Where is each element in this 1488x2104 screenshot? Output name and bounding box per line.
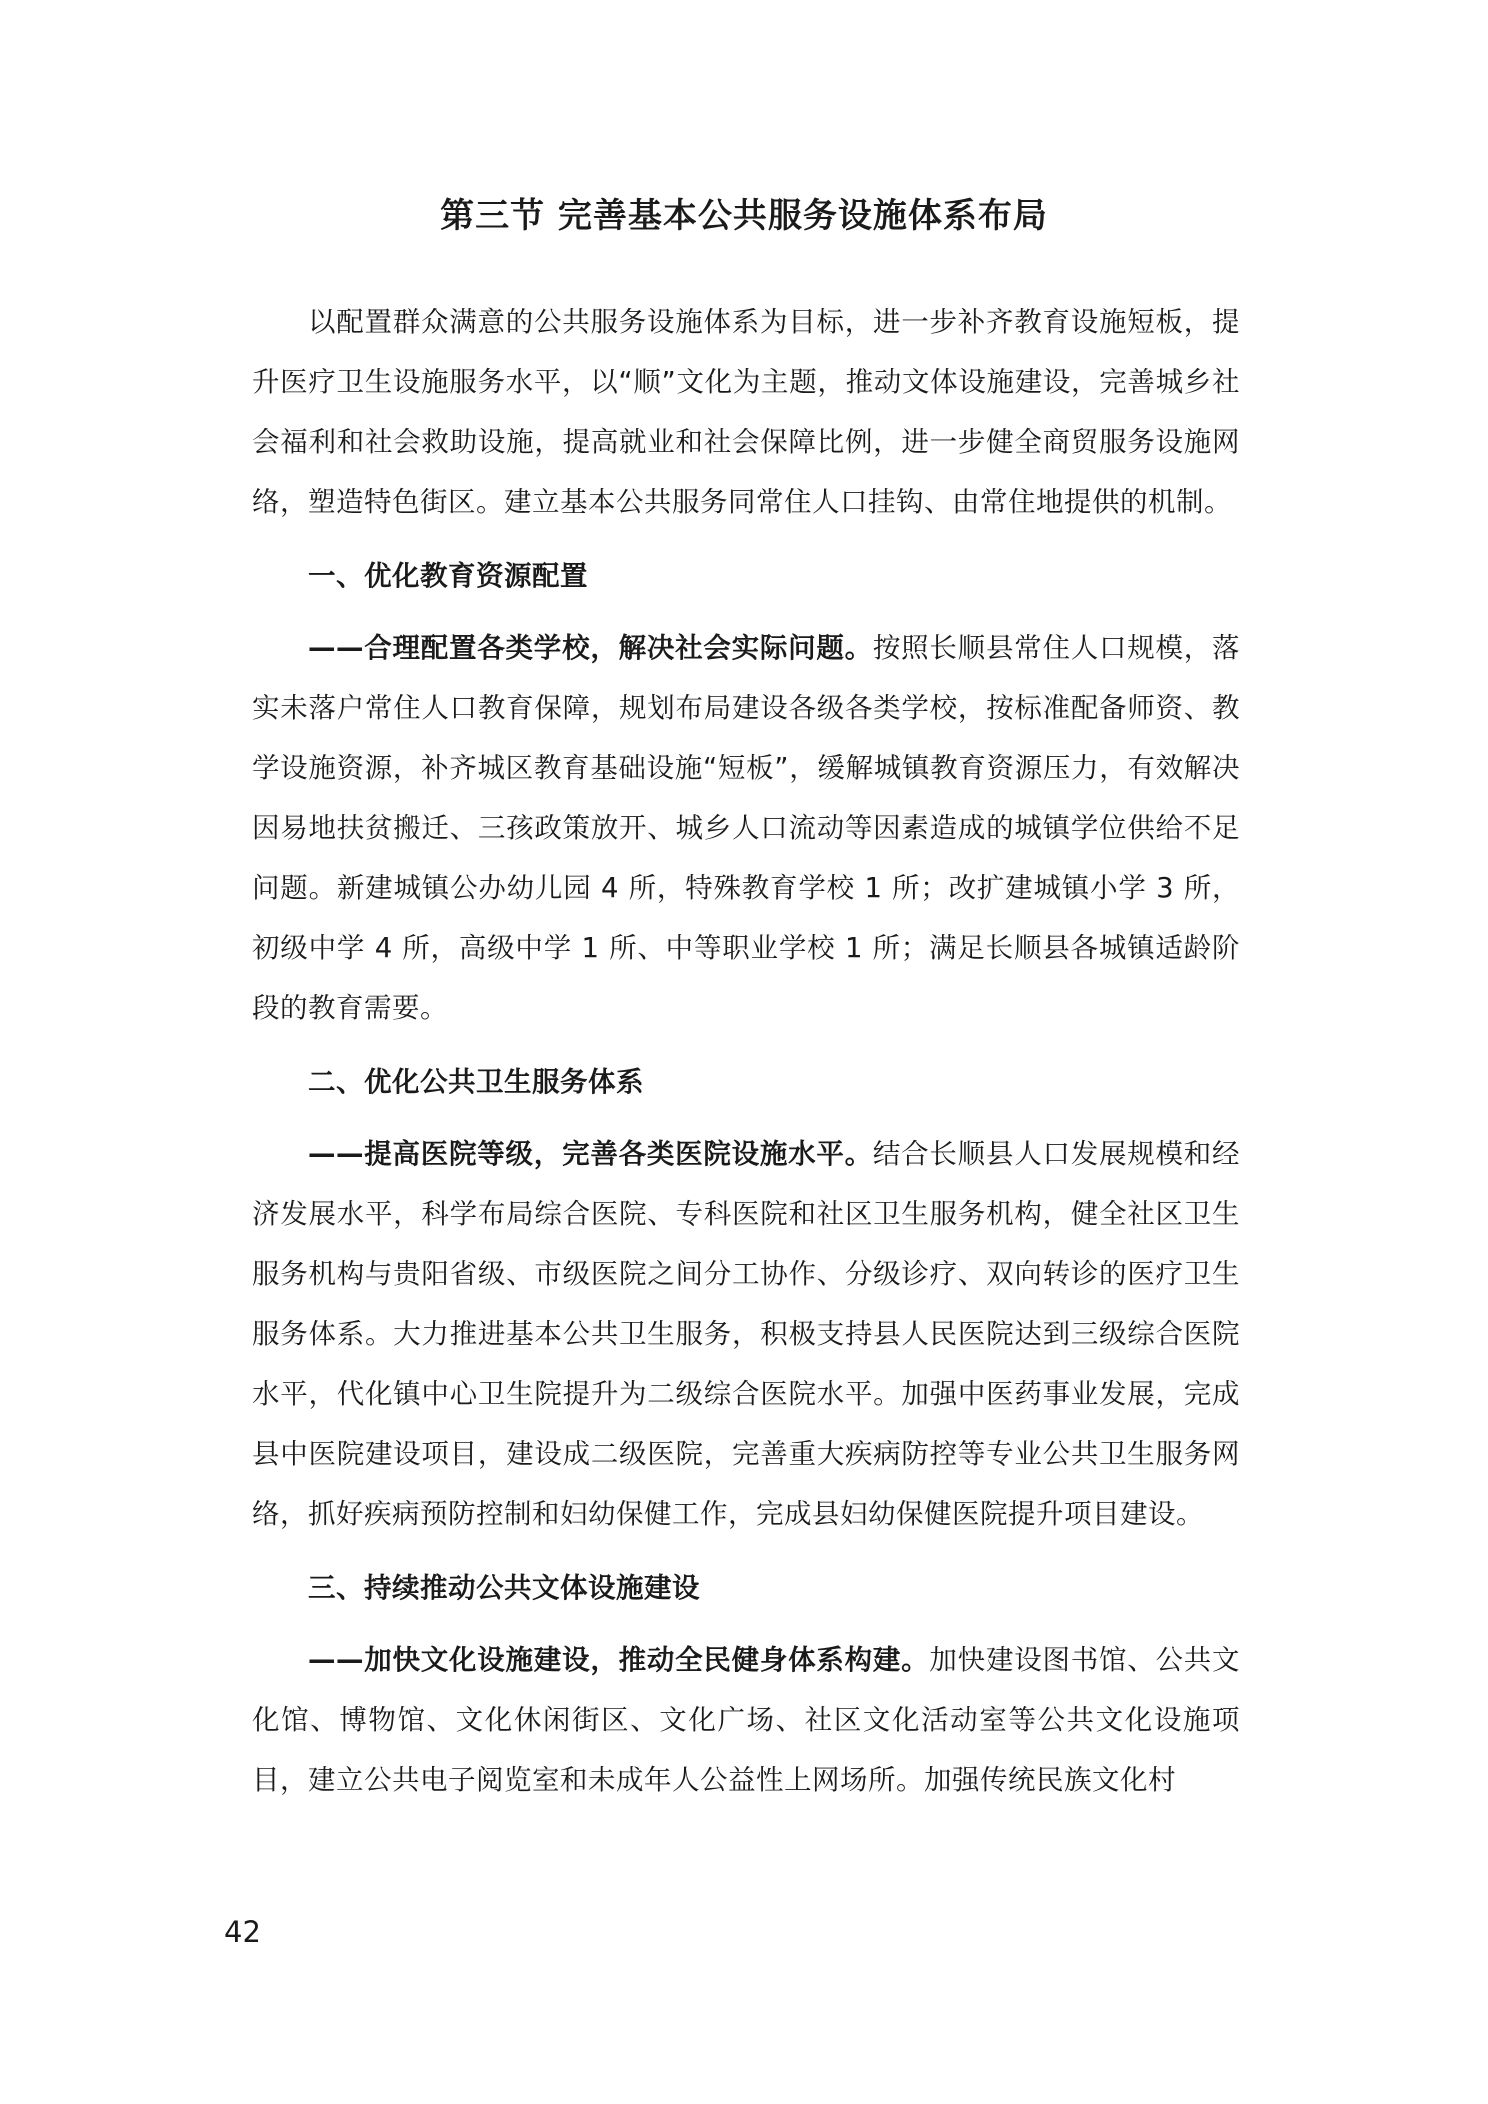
document-body <box>252 292 1240 1810</box>
section-title: 第三节 完善基本公共服务设施体系布局 <box>440 196 1048 236</box>
body-health: 结合长顺县人口发展规模和经济发展水平，科学布局综合医院、专科医院和社区卫生服务机构，健全社区卫生服务机构与贵阳省级、市级医院之间分工协作、分级诊疗、双向转诊的医疗卫生服务体系。大力推进基本公共卫生服务，积极支持县人民医院达到三级综合医院水平，代化镇中心卫生院提升为二级综合医院水平。加强中医药事业发展，完成县中医院建设项目，建设成二级医院，完善重大疾病防控等专业公共卫生服务网络，抓好疾病预防控制和妇幼保健工作，完成县妇幼保健医院提升项目建设。 <box>252 1138 1241 1530</box>
page-number: 42 <box>224 1915 261 1949</box>
paragraph-education <box>252 618 1240 1038</box>
lead-culture: ——加快文化设施建设，推动全民健身体系构建。 <box>308 1644 930 1676</box>
lead-education: ——合理配置各类学校，解决社会实际问题。 <box>308 632 873 664</box>
heading-education: 一、优化教育资源配置 <box>308 560 588 592</box>
intro-paragraph: 以配置群众满意的公共服务设施体系为目标，进一步补齐教育设施短板，提升医疗卫生设施服务水平，以“顺”文化为主题，推动文体设施建设，完善城乡社会福利和社会救助设施，提高就业和社会保障比例，进一步健全商贸服务设施网络，塑造特色街区。建立基本公共服务同常住人口挂钩、由常住地提供的机制。 <box>252 306 1240 518</box>
paragraph-culture <box>252 1630 1240 1810</box>
paragraph-health <box>252 1124 1240 1544</box>
body-culture: 加快建设图书馆、公共文化馆、博物馆、文化休闲街区、文化广场、社区文化活动室等公共文化设施项目，建立公共电子阅览室和未成年人公益性上网场所。加强传统民族文化村 <box>252 1644 1241 1796</box>
heading-culture: 三、持续推动公共文体设施建设 <box>308 1572 700 1604</box>
body-education: 按照长顺县常住人口规模，落实未落户常住人口教育保障，规划布局建设各级各类学校，按标准配备师资、教学设施资源，补齐城区教育基础设施“短板”，缓解城镇教育资源压力，有效解决因易地扶贫搬迁、三孩政策放开、城乡人口流动等因素造成的城镇学位供给不足问题。新建城镇公办幼儿园 4 所，特殊教育学校 1 所；改扩建城镇小学 3 所，初级中学 4 所，高级中学 1 所、中等职业学校 1 所；满足长顺县各城镇适龄阶段的教育需要。 <box>252 632 1241 1024</box>
lead-health: ——提高医院等级，完善各类医院设施水平。 <box>308 1138 873 1170</box>
heading-health: 二、优化公共卫生服务体系 <box>308 1066 644 1098</box>
